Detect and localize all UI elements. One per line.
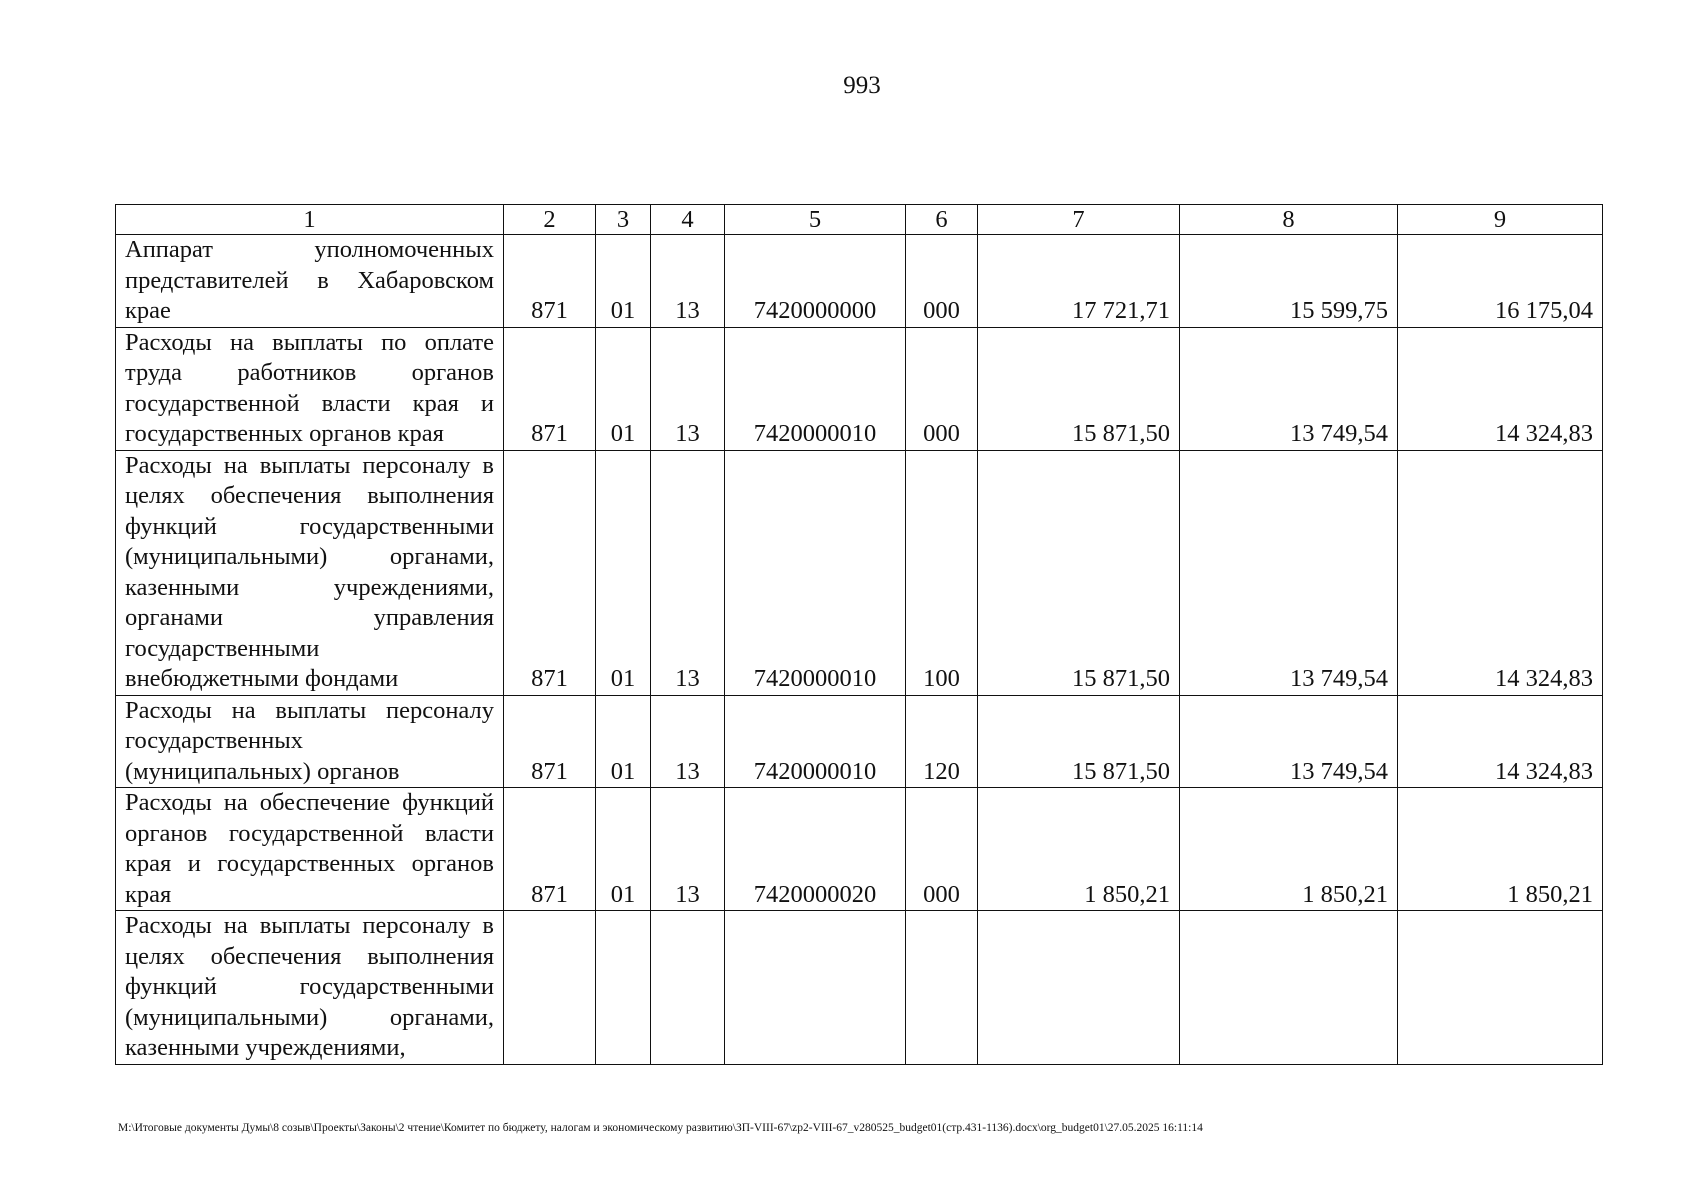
cell-subsection [651, 911, 725, 1065]
cell-section: 01 [596, 788, 651, 911]
cell-amount-7: 15 871,50 [978, 450, 1180, 695]
cell-amount-9: 14 324,83 [1398, 327, 1603, 450]
cell-expense-type [906, 911, 978, 1065]
table-row [116, 450, 1603, 695]
table-row [116, 788, 1603, 911]
table-row [116, 911, 1603, 1065]
cell-amount-9: 1 850,21 [1398, 788, 1603, 911]
table-row [116, 327, 1603, 450]
page-number: 993 [843, 72, 881, 99]
row-name: Аппарат уполномоченных представителей в Хабаровском крае [116, 235, 504, 328]
cell-target-code: 7420000000 [725, 235, 906, 328]
column-header: 1 [116, 205, 504, 235]
cell-amount-9: 14 324,83 [1398, 695, 1603, 788]
cell-ministry-code: 871 [504, 695, 596, 788]
cell-subsection: 13 [651, 788, 725, 911]
cell-amount-8: 13 749,54 [1180, 327, 1398, 450]
cell-amount-8: 1 850,21 [1180, 788, 1398, 911]
row-name: Расходы на выплаты персоналу в целях обеспечения выполнения функций государственными (муниципальными) органами, казенными учреждениями, [116, 911, 504, 1065]
column-header: 4 [651, 205, 725, 235]
row-name: Расходы на обеспечение функций органов государственной власти края и государственных органов края [116, 788, 504, 911]
cell-subsection: 13 [651, 235, 725, 328]
cell-expense-type: 000 [906, 327, 978, 450]
cell-amount-8: 13 749,54 [1180, 450, 1398, 695]
cell-section: 01 [596, 235, 651, 328]
column-header: 8 [1180, 205, 1398, 235]
table-row [116, 235, 1603, 328]
row-name: Расходы на выплаты персоналу в целях обеспечения выполнения функций государственными (муниципальными) органами, казенными учреждениями, органами управления государственными внебюджетными фондами [116, 450, 504, 695]
table-row [116, 695, 1603, 788]
cell-amount-7: 15 871,50 [978, 695, 1180, 788]
cell-amount-7: 1 850,21 [978, 788, 1180, 911]
cell-target-code: 7420000010 [725, 695, 906, 788]
cell-target-code: 7420000010 [725, 327, 906, 450]
cell-ministry-code: 871 [504, 450, 596, 695]
cell-expense-type: 120 [906, 695, 978, 788]
cell-amount-7: 17 721,71 [978, 235, 1180, 328]
cell-amount-9 [1398, 911, 1603, 1065]
cell-amount-7: 15 871,50 [978, 327, 1180, 450]
cell-expense-type: 100 [906, 450, 978, 695]
cell-amount-9: 16 175,04 [1398, 235, 1603, 328]
cell-section [596, 911, 651, 1065]
cell-subsection: 13 [651, 450, 725, 695]
column-header: 5 [725, 205, 906, 235]
cell-ministry-code: 871 [504, 235, 596, 328]
cell-expense-type: 000 [906, 788, 978, 911]
cell-amount-7 [978, 911, 1180, 1065]
row-name: Расходы на выплаты по оплате труда работников органов государственной власти края и государственных органов края [116, 327, 504, 450]
cell-ministry-code [504, 911, 596, 1065]
cell-ministry-code: 871 [504, 788, 596, 911]
cell-amount-9: 14 324,83 [1398, 450, 1603, 695]
table-header-row [116, 205, 1603, 235]
cell-ministry-code: 871 [504, 327, 596, 450]
cell-target-code: 7420000010 [725, 450, 906, 695]
cell-expense-type: 000 [906, 235, 978, 328]
column-header: 9 [1398, 205, 1603, 235]
cell-amount-8: 15 599,75 [1180, 235, 1398, 328]
cell-subsection: 13 [651, 327, 725, 450]
column-header: 3 [596, 205, 651, 235]
cell-amount-8 [1180, 911, 1398, 1065]
cell-section: 01 [596, 450, 651, 695]
column-header: 7 [978, 205, 1180, 235]
cell-section: 01 [596, 327, 651, 450]
budget-table [115, 204, 1603, 1065]
cell-target-code: 7420000020 [725, 788, 906, 911]
cell-section: 01 [596, 695, 651, 788]
cell-target-code [725, 911, 906, 1065]
row-name: Расходы на выплаты персоналу государственных (муниципальных) органов [116, 695, 504, 788]
cell-subsection: 13 [651, 695, 725, 788]
column-header: 6 [906, 205, 978, 235]
column-header: 2 [504, 205, 596, 235]
footer-file-path: M:\Итоговые документы Думы\8 созыв\Проекты\Законы\2 чтение\Комитет по бюджету, налогам и экономическому развитию\ЗП-VIII-67\zp2-VIII-67_v280525_budget01(стр.431-1136).docx\org_budget01\27.05.2025 16:11:14 [118, 1122, 1203, 1134]
cell-amount-8: 13 749,54 [1180, 695, 1398, 788]
